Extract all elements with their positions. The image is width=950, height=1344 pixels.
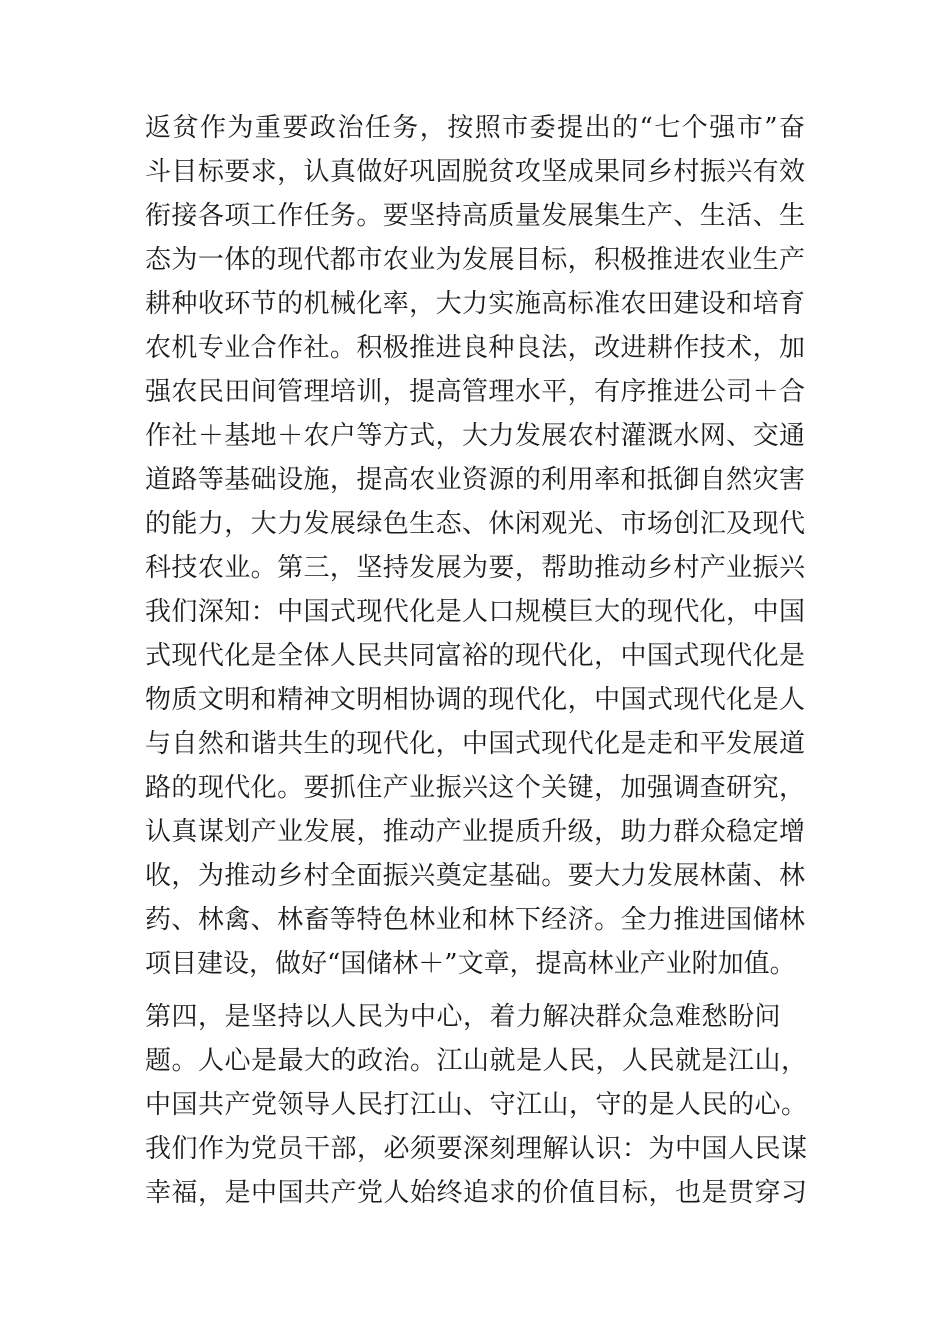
- text-line: 态为一体的现代都市农业为发展目标，积极推进农业生产: [145, 245, 805, 275]
- text-line: 返贫作为重要政治任务，按照市委提出的“七个强市”奋: [145, 113, 805, 143]
- text-line: 科技农业。第三，坚持发展为要，帮助推动乡村产业振兴: [145, 553, 805, 583]
- text-line: 我们深知：中国式现代化是人口规模巨大的现代化，中国: [145, 597, 805, 627]
- text-line: 题。人心是最大的政治。江山就是人民，人民就是江山，: [145, 1046, 808, 1076]
- text-line: 项目建设，做好“国储林＋”文章，提高林业产业附加值。: [145, 949, 796, 979]
- text-line: 衔接各项工作任务。要坚持高质量发展集生产、生活、生: [145, 201, 805, 231]
- text-line: 我们作为党员干部，必须要深刻理解认识：为中国人民谋: [145, 1134, 808, 1164]
- text-line: 路的现代化。要抓住产业振兴这个关键，加强调查研究，: [145, 773, 805, 803]
- text-line: 作社＋基地＋农户等方式，大力发展农村灌溉水网、交通: [145, 421, 805, 451]
- text-line: 幸福，是中国共产党人始终追求的价值目标，也是贯穿习: [145, 1178, 808, 1208]
- text-line: 强农民田间管理培训，提高管理水平，有序推进公司＋合: [145, 377, 805, 407]
- text-line: 农机专业合作社。积极推进良种良法，改进耕作技术，加: [145, 333, 805, 363]
- text-line: 第四，是坚持以人民为中心，着力解决群众急难愁盼问: [145, 1002, 782, 1032]
- text-line: 物质文明和精神文明相协调的现代化，中国式现代化是人: [145, 685, 805, 715]
- text-line: 认真谋划产业发展，推动产业提质升级，助力群众稳定增: [145, 817, 805, 847]
- text-line: 式现代化是全体人民共同富裕的现代化，中国式现代化是: [145, 641, 805, 671]
- text-line: 与自然和谐共生的现代化，中国式现代化是走和平发展道: [145, 729, 805, 759]
- text-line: 药、林禽、林畜等特色林业和林下经济。全力推进国储林: [145, 905, 805, 935]
- text-line: 耕种收环节的机械化率，大力实施高标准农田建设和培育: [145, 289, 805, 319]
- text-line: 的能力，大力发展绿色生态、休闲观光、市场创汇及现代: [145, 509, 805, 539]
- text-line: 收，为推动乡村全面振兴奠定基础。要大力发展林菌、林: [145, 861, 805, 891]
- text-line: 斗目标要求，认真做好巩固脱贫攻坚成果同乡村振兴有效: [145, 157, 805, 187]
- text-line: 道路等基础设施，提高农业资源的利用率和抵御自然灾害: [145, 465, 805, 495]
- text-line: 中国共产党领导人民打江山、守江山，守的是人民的心。: [145, 1090, 808, 1120]
